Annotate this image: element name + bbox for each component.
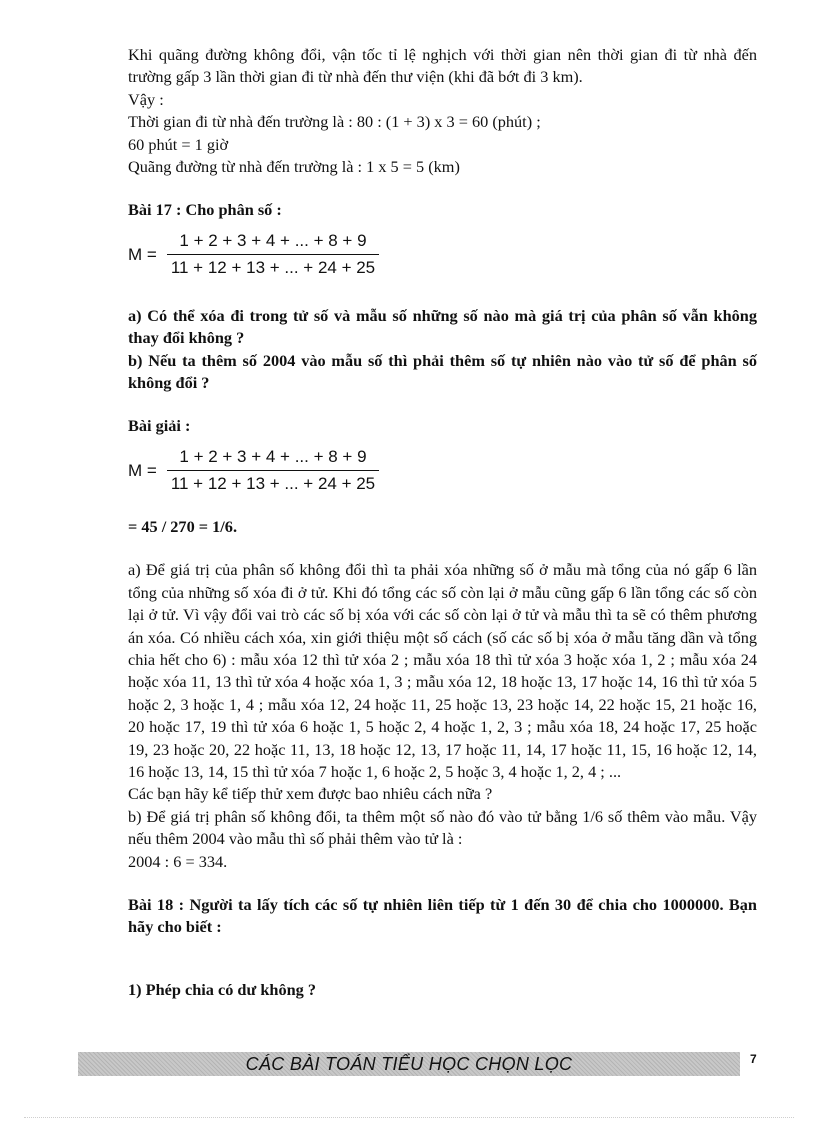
fraction-numerator: 1 + 2 + 3 + 4 + ... + 8 + 9	[179, 446, 367, 466]
footer-banner	[78, 1052, 740, 1076]
fraction-formula	[128, 442, 757, 500]
fraction	[167, 230, 379, 280]
answer-a: a) Để giá trị của phân số không đổi thì ta phải xóa những số ở mẫu mà tổng của nó gấp 6 lần tổng của những số xóa đi ở tử. Khi đó tổng các số còn lại ở mẫu cũng gấp 6 lần tổng các số còn lại ở tử. Vì vậy đổi vai trò các số bị xóa với các số còn lại ở tử và mẫu thì ta sẽ có thêm phương án xóa. Có nhiều cách xóa, xin giới thiệu một số cách (số các số bị xóa ở mẫu tăng dần và tổng chia hết cho 6) : mẫu xóa 12 thì tử xóa 2 ; mẫu xóa 18 thì tử xóa 3 hoặc xóa 1, 2 ; mẫu xóa 24 hoặc xóa 11, 13 thì tử xóa 4 hoặc xóa 1, 3 ; mẫu xóa 12, 18 hoặc 13, 17 hoặc 14, 16 thì tử xóa 5 hoặc 2, 3 hoặc 1, 4 ; mẫu xóa 12, 24 hoặc 11, 25 hoặc 13, 23 hoặc 14, 22 hoặc 15, 21 hoặc 16, 20 hoặc 17, 19 thì tử xóa 6 hoặc 1, 5 hoặc 2, 4 hoặc 1, 2, 3 ; mẫu xóa 18, 24 hoặc 17, 25 hoặc 19, 23 hoặc 20, 22 hoặc 11, 13, 18 hoặc 12, 13, 17 hoặc 11, 14, 17 hoặc 11, 15, 16 hoặc 12, 14, 16 hoặc 13, 14, 15 thì tử xóa 7 hoặc 1, 6 hoặc 2, 5 hoặc 3, 4 hoặc 1, 2, 4 ; ...	[128, 560, 757, 781]
fraction-variable: M =	[128, 244, 157, 264]
answer-b-calc: 2004 : 6 = 334.	[128, 851, 228, 871]
intro-paragraph: Khi quãng đường không đổi, vận tốc tỉ lệ nghịch với thời gian nên thời gian đi từ nhà đến trường gấp 3 lần thời gian đi từ nhà đến thư viện (khi đã bớt đi 3 km).	[128, 45, 757, 87]
bai17-question-b: b) Nếu ta thêm số 2004 vào mẫu số thì phải thêm số tự nhiên nào vào tử số để phân số không đổi ?	[128, 350, 757, 393]
fraction-denominator: 11 + 12 + 13 + ... + 24 + 25	[170, 474, 376, 494]
document-body	[128, 44, 757, 1001]
intro-line: Thời gian đi từ nhà đến trường là : 80 : (1 + 3) x 3 = 60 (phút) ;	[128, 112, 541, 132]
bai17-question-a: a) Có thể xóa đi trong tử số và mẫu số những số nào mà giá trị của phân số vẫn không thay đổi không ?	[128, 305, 757, 348]
bai18-heading: Bài 18 : Người ta lấy tích các số tự nhiên liên tiếp từ 1 đến 30 để chia cho 1000000. Bạn hãy cho biết :	[128, 894, 757, 937]
fraction-numerator: 1 + 2 + 3 + 4 + ... + 8 + 9	[179, 230, 367, 250]
solution-result: = 45 / 270 = 1/6.	[128, 516, 238, 536]
answer-b: b) Để giá trị phân số không đổi, ta thêm một số nào đó vào tử bằng 1/6 số thêm vào mẫu. Vậy nếu thêm 2004 vào mẫu thì số phải thêm vào tử là :	[128, 806, 757, 849]
answer-a-tail: Các bạn hãy kể tiếp thử xem được bao nhiêu cách nữa ?	[128, 784, 493, 804]
intro-line: Quãng đường từ nhà đến trường là : 1 x 5 = 5 (km)	[128, 157, 460, 177]
fraction-variable: M =	[128, 460, 157, 480]
fraction	[167, 446, 379, 496]
bai17-heading: Bài 17 : Cho phân số :	[128, 200, 282, 220]
intro-line: 60 phút = 1 giờ	[128, 134, 229, 154]
page-bottom-divider	[24, 1117, 794, 1118]
bai18-question-1: 1) Phép chia có dư không ?	[128, 979, 316, 999]
fraction-formula	[128, 226, 757, 284]
intro-line: Vậy :	[128, 89, 164, 109]
solution-heading: Bài giải :	[128, 416, 191, 436]
page-number: 7	[750, 1052, 757, 1066]
footer-title: CÁC BÀI TOÁN TIỂU HỌC CHỌN LỌC	[245, 1054, 573, 1074]
fraction-denominator: 11 + 12 + 13 + ... + 24 + 25	[170, 258, 376, 278]
